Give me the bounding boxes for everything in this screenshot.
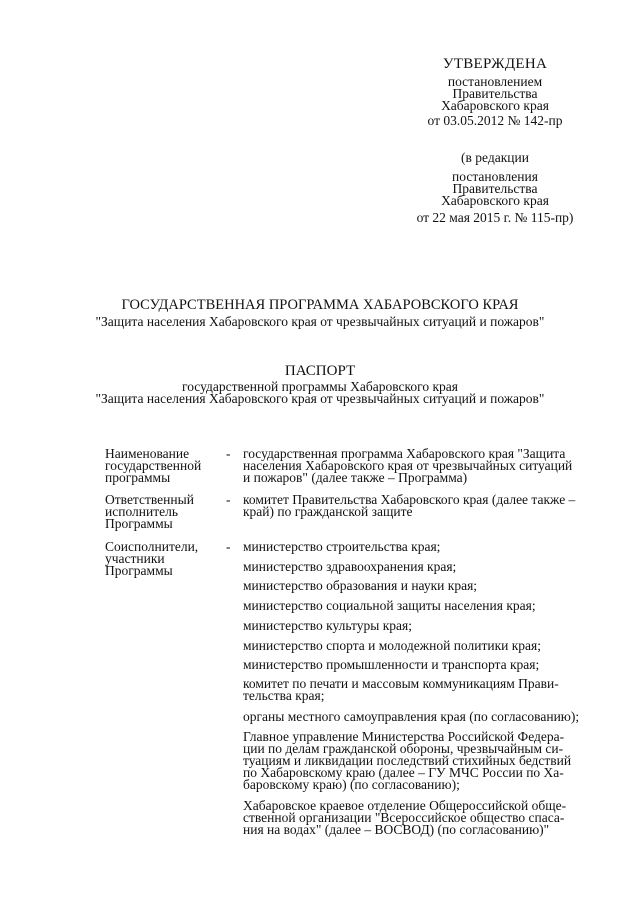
- revision-line: Правительства: [452, 181, 538, 196]
- row-value-line: населения Хабаровского края от чрезвычайных ситуаций: [243, 458, 573, 473]
- row-label-line: Программы: [105, 563, 173, 578]
- revision-line: Хабаровского края: [441, 193, 549, 208]
- list-item-line: ственной организации "Всероссийское общество спаса-: [243, 810, 565, 825]
- list-item-line: ния на водах" (далее – ВОСВОД) (по согласованию)": [243, 822, 550, 837]
- list-item: министерство строительства края;: [243, 539, 441, 554]
- row-label-line: Ответственный: [105, 492, 194, 507]
- row-value: [243, 448, 613, 484]
- passport-heading: ПАСПОРТ: [284, 363, 356, 379]
- list-item: министерство промышленности и транспорта края;: [243, 657, 540, 672]
- row-value: [243, 541, 613, 553]
- list-item: министерство культуры края;: [243, 618, 412, 633]
- program-title: ГОСУДАРСТВЕННАЯ ПРОГРАММА ХАБАРОВСКОГО КРАЯ: [121, 297, 519, 313]
- row-dash: -: [226, 492, 231, 507]
- approval-line: от 03.05.2012 № 142-пр: [427, 113, 563, 128]
- list-item-line: Хабаровское краевое отделение Общероссийской обще-: [243, 798, 567, 813]
- row-value: [243, 731, 613, 791]
- row-value: [243, 678, 613, 702]
- list-item: министерство образования и науки края;: [243, 578, 478, 593]
- list-item-line: ции по делам гражданской обороны, чрезвычайным си-: [243, 741, 564, 756]
- row-label-line: Программы: [105, 516, 173, 531]
- revision-block: [400, 152, 590, 224]
- list-item: министерство спорта и молодежной политики края;: [243, 638, 541, 653]
- row-value: [243, 561, 613, 573]
- row-value-line: государственная программа Хабаровского края "Защита: [243, 446, 566, 461]
- list-item-line: по Хабаровскому краю (далее – ГУ МЧС России по Ха-: [243, 765, 564, 780]
- row-label-line: государственной: [105, 458, 202, 473]
- row-value: [243, 620, 613, 632]
- list-item-line: туациям и ликвидации последствий стихийных бедствий: [243, 753, 572, 768]
- row-value: [243, 580, 613, 592]
- list-item: министерство здравоохранения края;: [243, 559, 457, 574]
- list-item-text: комитет по печати и массовым коммуникациям Прави-: [243, 676, 559, 691]
- approval-block: [400, 58, 590, 127]
- passport-line: государственной программы Хабаровского края: [182, 379, 458, 394]
- list-item: органы местного самоуправления края (по согласованию);: [243, 709, 580, 724]
- row-value: [243, 640, 613, 652]
- row-label: [105, 494, 225, 530]
- row-label-line: участники: [105, 551, 165, 566]
- row-value-line: комитет Правительства Хабаровского края (далее также –: [243, 492, 576, 507]
- row-label-line: исполнитель: [105, 504, 178, 519]
- row-label-line: Соисполнители,: [105, 539, 199, 554]
- program-subtitle: "Защита населения Хабаровского края от чрезвычайных ситуаций и пожаров": [95, 314, 545, 329]
- list-item: министерство социальной защиты населения края;: [243, 598, 536, 613]
- row-value: [243, 659, 613, 671]
- row-value: [243, 711, 613, 723]
- revision-line: (в редакции: [461, 150, 529, 165]
- row-label: [105, 448, 225, 484]
- list-item-line: тельства края;: [243, 688, 325, 703]
- list-item-line: Главное управление Министерства Российской Федера-: [243, 729, 565, 744]
- row-value-line: и пожаров" (далее также – Программа): [243, 470, 468, 485]
- row-value: [243, 600, 613, 612]
- revision-line: постановления: [452, 169, 538, 184]
- row-value: [243, 494, 613, 518]
- approval-line: Правительства: [452, 86, 538, 101]
- row-label: [105, 541, 225, 577]
- list-item-line: баровскому краю) (по согласованию);: [243, 777, 460, 792]
- row-label-line: программы: [105, 470, 171, 485]
- revision-line: от 22 мая 2015 г. № 115-пр): [416, 210, 574, 225]
- row-dash: -: [226, 539, 231, 554]
- row-label-line: Наименование: [105, 446, 190, 461]
- approval-line: постановлением: [447, 74, 543, 89]
- approval-line: Хабаровского края: [441, 98, 549, 113]
- row-dash: -: [226, 446, 231, 461]
- approval-title: УТВЕРЖДЕНА: [442, 56, 548, 72]
- row-value: [243, 800, 613, 836]
- passport-line: "Защита населения Хабаровского края от чрезвычайных ситуаций и пожаров": [95, 391, 545, 406]
- row-value-line: край) по гражданской защите: [243, 504, 413, 519]
